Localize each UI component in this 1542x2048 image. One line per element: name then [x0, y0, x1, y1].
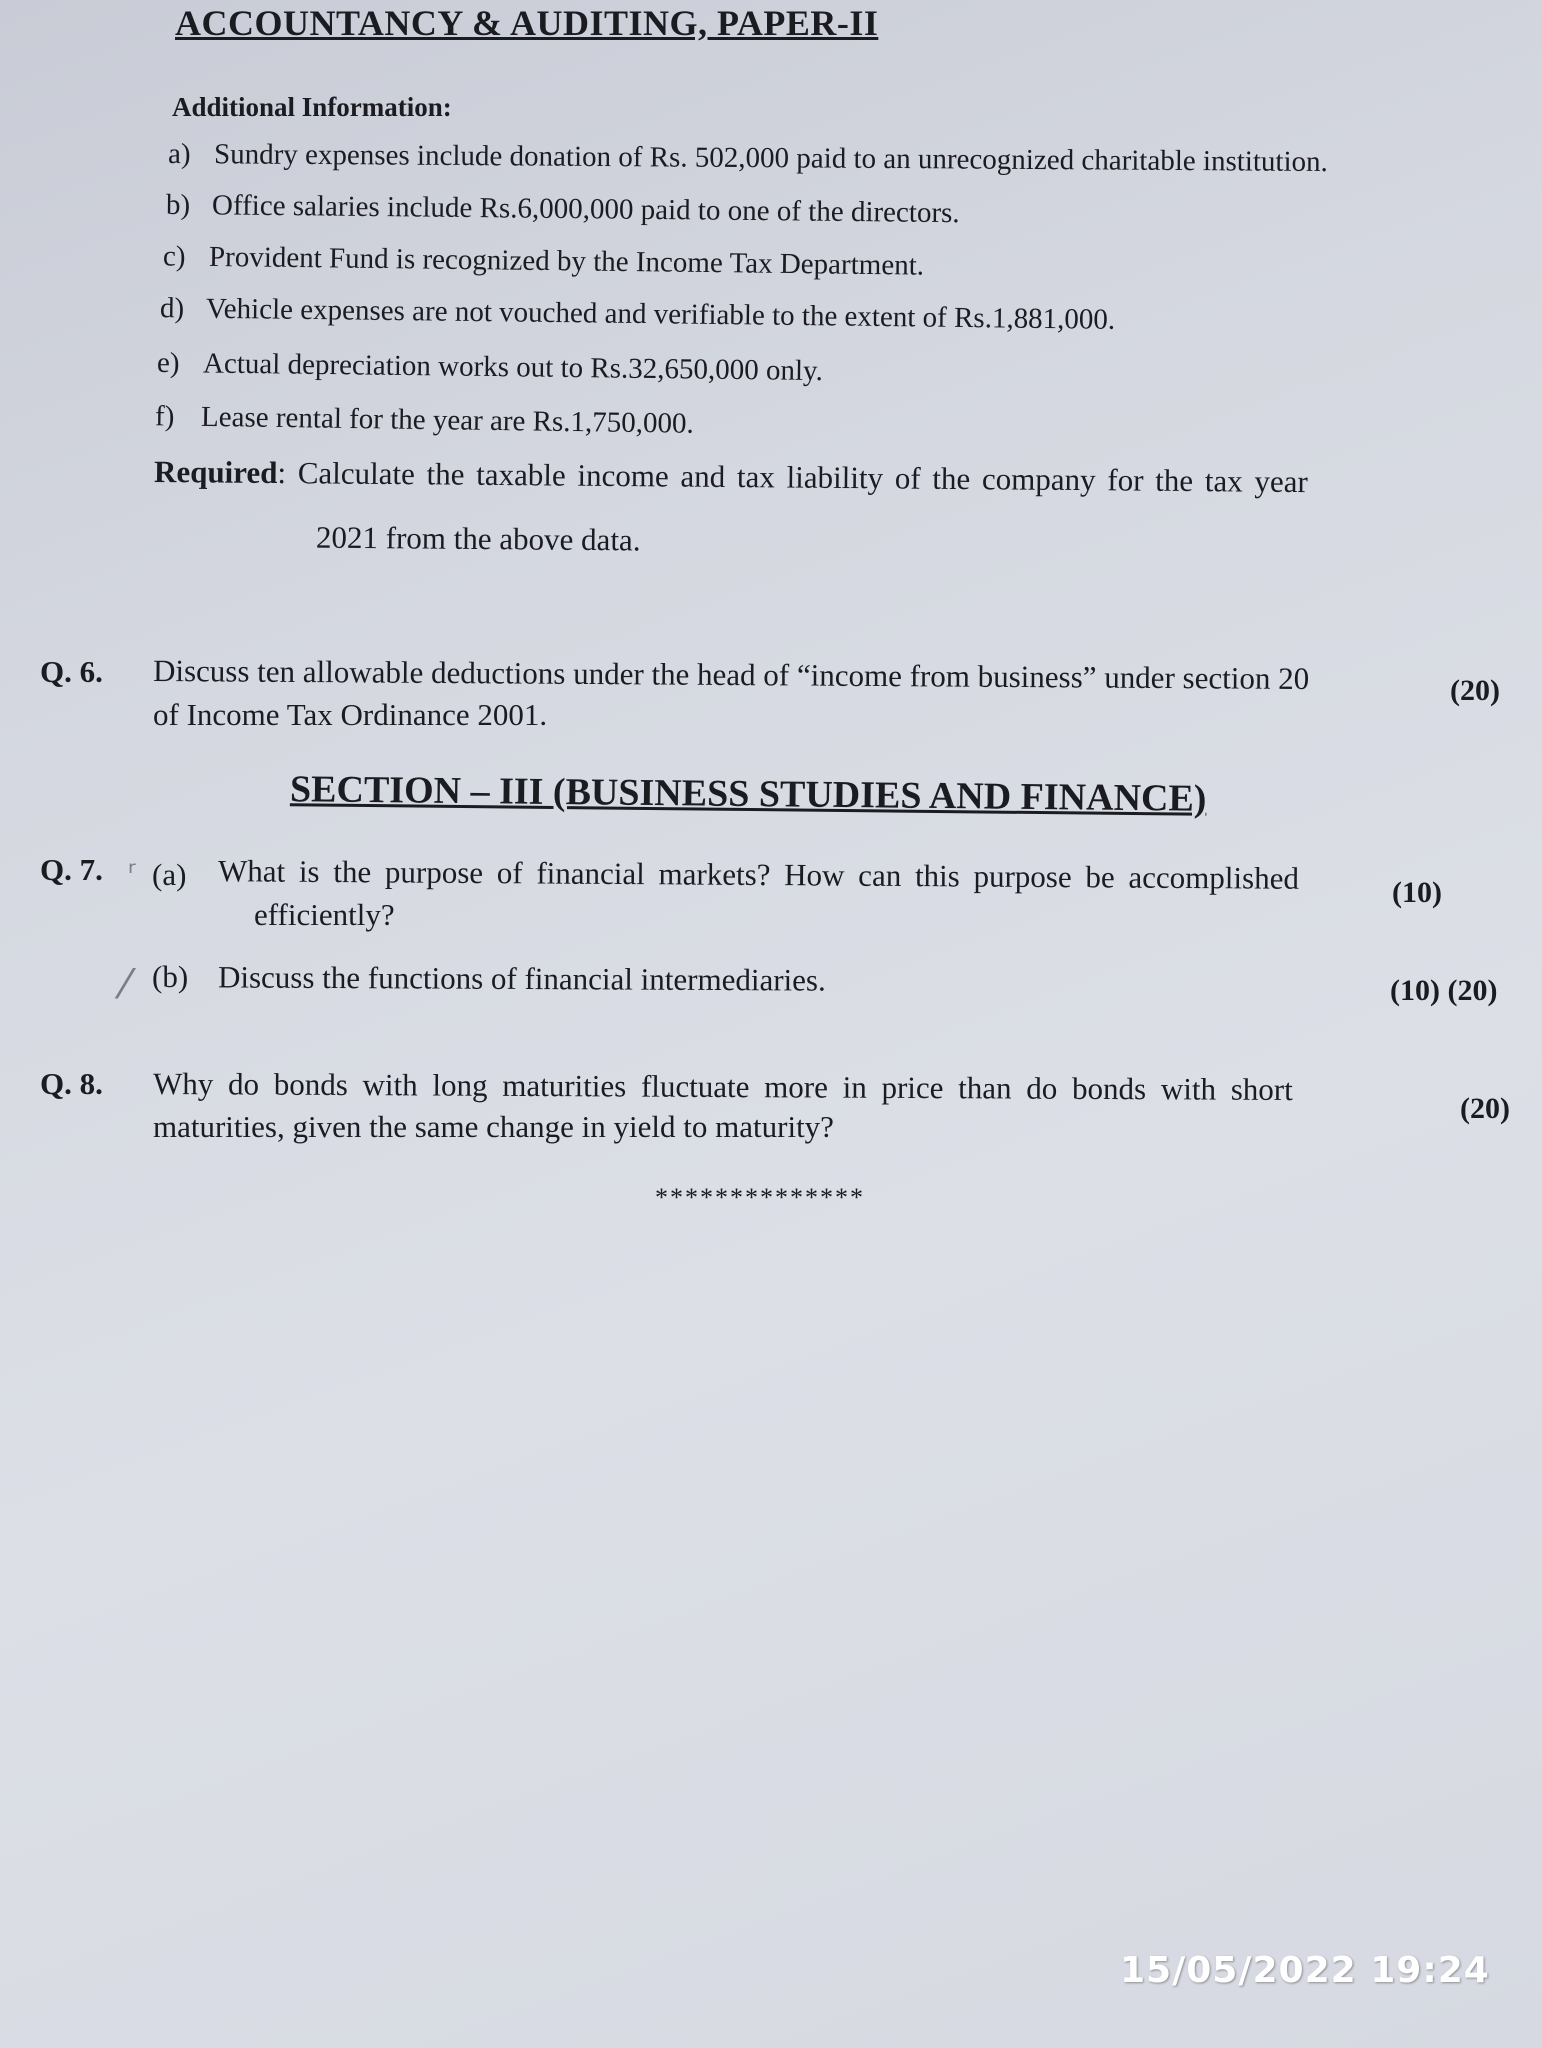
info-item-d — [160, 292, 1116, 337]
info-item-label: a) — [167, 137, 191, 171]
q7a-marks: (10) — [1392, 876, 1442, 909]
info-item-c — [163, 240, 924, 282]
question-number: Q. 6. — [40, 654, 103, 689]
q8-marks: (20) — [1460, 1092, 1510, 1125]
q6-text-line1: Discuss ten allowable deductions under the head of “income from business” under section 20 — [152, 652, 1310, 697]
info-item-label: d) — [159, 292, 185, 325]
q7b-text: Discuss the functions of financial intermediaries. — [217, 959, 826, 998]
q6-marks: (20) — [1450, 674, 1500, 707]
paper-title: ACCOUNTANCY & AUDITING, PAPER-II — [175, 3, 879, 43]
info-item-label: b) — [165, 188, 191, 222]
tick-mark-icon: ʳ — [128, 856, 136, 891]
info-item-text: Lease rental for the year are Rs.1,750,000. — [200, 400, 695, 440]
info-item-b — [166, 189, 960, 230]
question-number: Q. 7. — [40, 852, 103, 887]
q7a-text-line2: efficiently? — [254, 897, 395, 932]
info-item-text: Office salaries include Rs.6,000,000 paid to one of the directors. — [211, 189, 960, 230]
question-number: Q. 8. — [40, 1066, 103, 1101]
q8-text-line1: Why do bonds with long maturities fluctuate more in price than do bonds with short — [152, 1066, 1293, 1107]
required-statement — [154, 453, 1308, 501]
info-item-e — [157, 347, 823, 388]
q8-text-line2: maturities, given the same change in yield to maturity? — [153, 1109, 834, 1144]
info-item-label: e) — [156, 346, 180, 380]
section-heading: SECTION – III (BUSINESS STUDIES AND FINANCE) — [289, 768, 1207, 820]
q7b-label: (b) — [152, 959, 189, 994]
q7b-marks: (10) (20) — [1390, 974, 1498, 1007]
photo-timestamp: 15/05/2022 19:24 — [1120, 1950, 1490, 1991]
required-text-line2: 2021 from the above data. — [315, 519, 641, 558]
info-item-f — [155, 400, 694, 441]
required-label: Required — [153, 453, 278, 491]
info-item-text: Sundry expenses include donation of Rs. 502,000 paid to an unrecognized charitable institution. — [213, 138, 1328, 179]
info-item-label: c) — [162, 240, 186, 273]
q7a-label: (a) — [152, 857, 187, 892]
info-item-text: Actual depreciation works out to Rs.32,650,000 only. — [202, 347, 824, 388]
required-text: : Calculate the taxable income and tax liability of the company for the tax year — [277, 455, 1309, 500]
info-item-label: f) — [154, 400, 175, 433]
q7a-text-line1: What is the purpose of financial markets? How can this purpose be accomplished — [217, 853, 1300, 896]
info-item-a — [168, 138, 1328, 179]
end-marker: ************** — [655, 1183, 865, 1212]
additional-info-heading: Additional Information: — [172, 92, 452, 122]
info-item-text: Vehicle expenses are not vouched and verifiable to the extent of Rs.1,881,000. — [205, 292, 1116, 336]
info-item-text: Provident Fund is recognized by the Income Tax Department. — [208, 240, 925, 282]
tick-mark-icon: ⁄ — [122, 962, 129, 1008]
q6-text-line2: of Income Tax Ordinance 2001. — [153, 697, 548, 732]
